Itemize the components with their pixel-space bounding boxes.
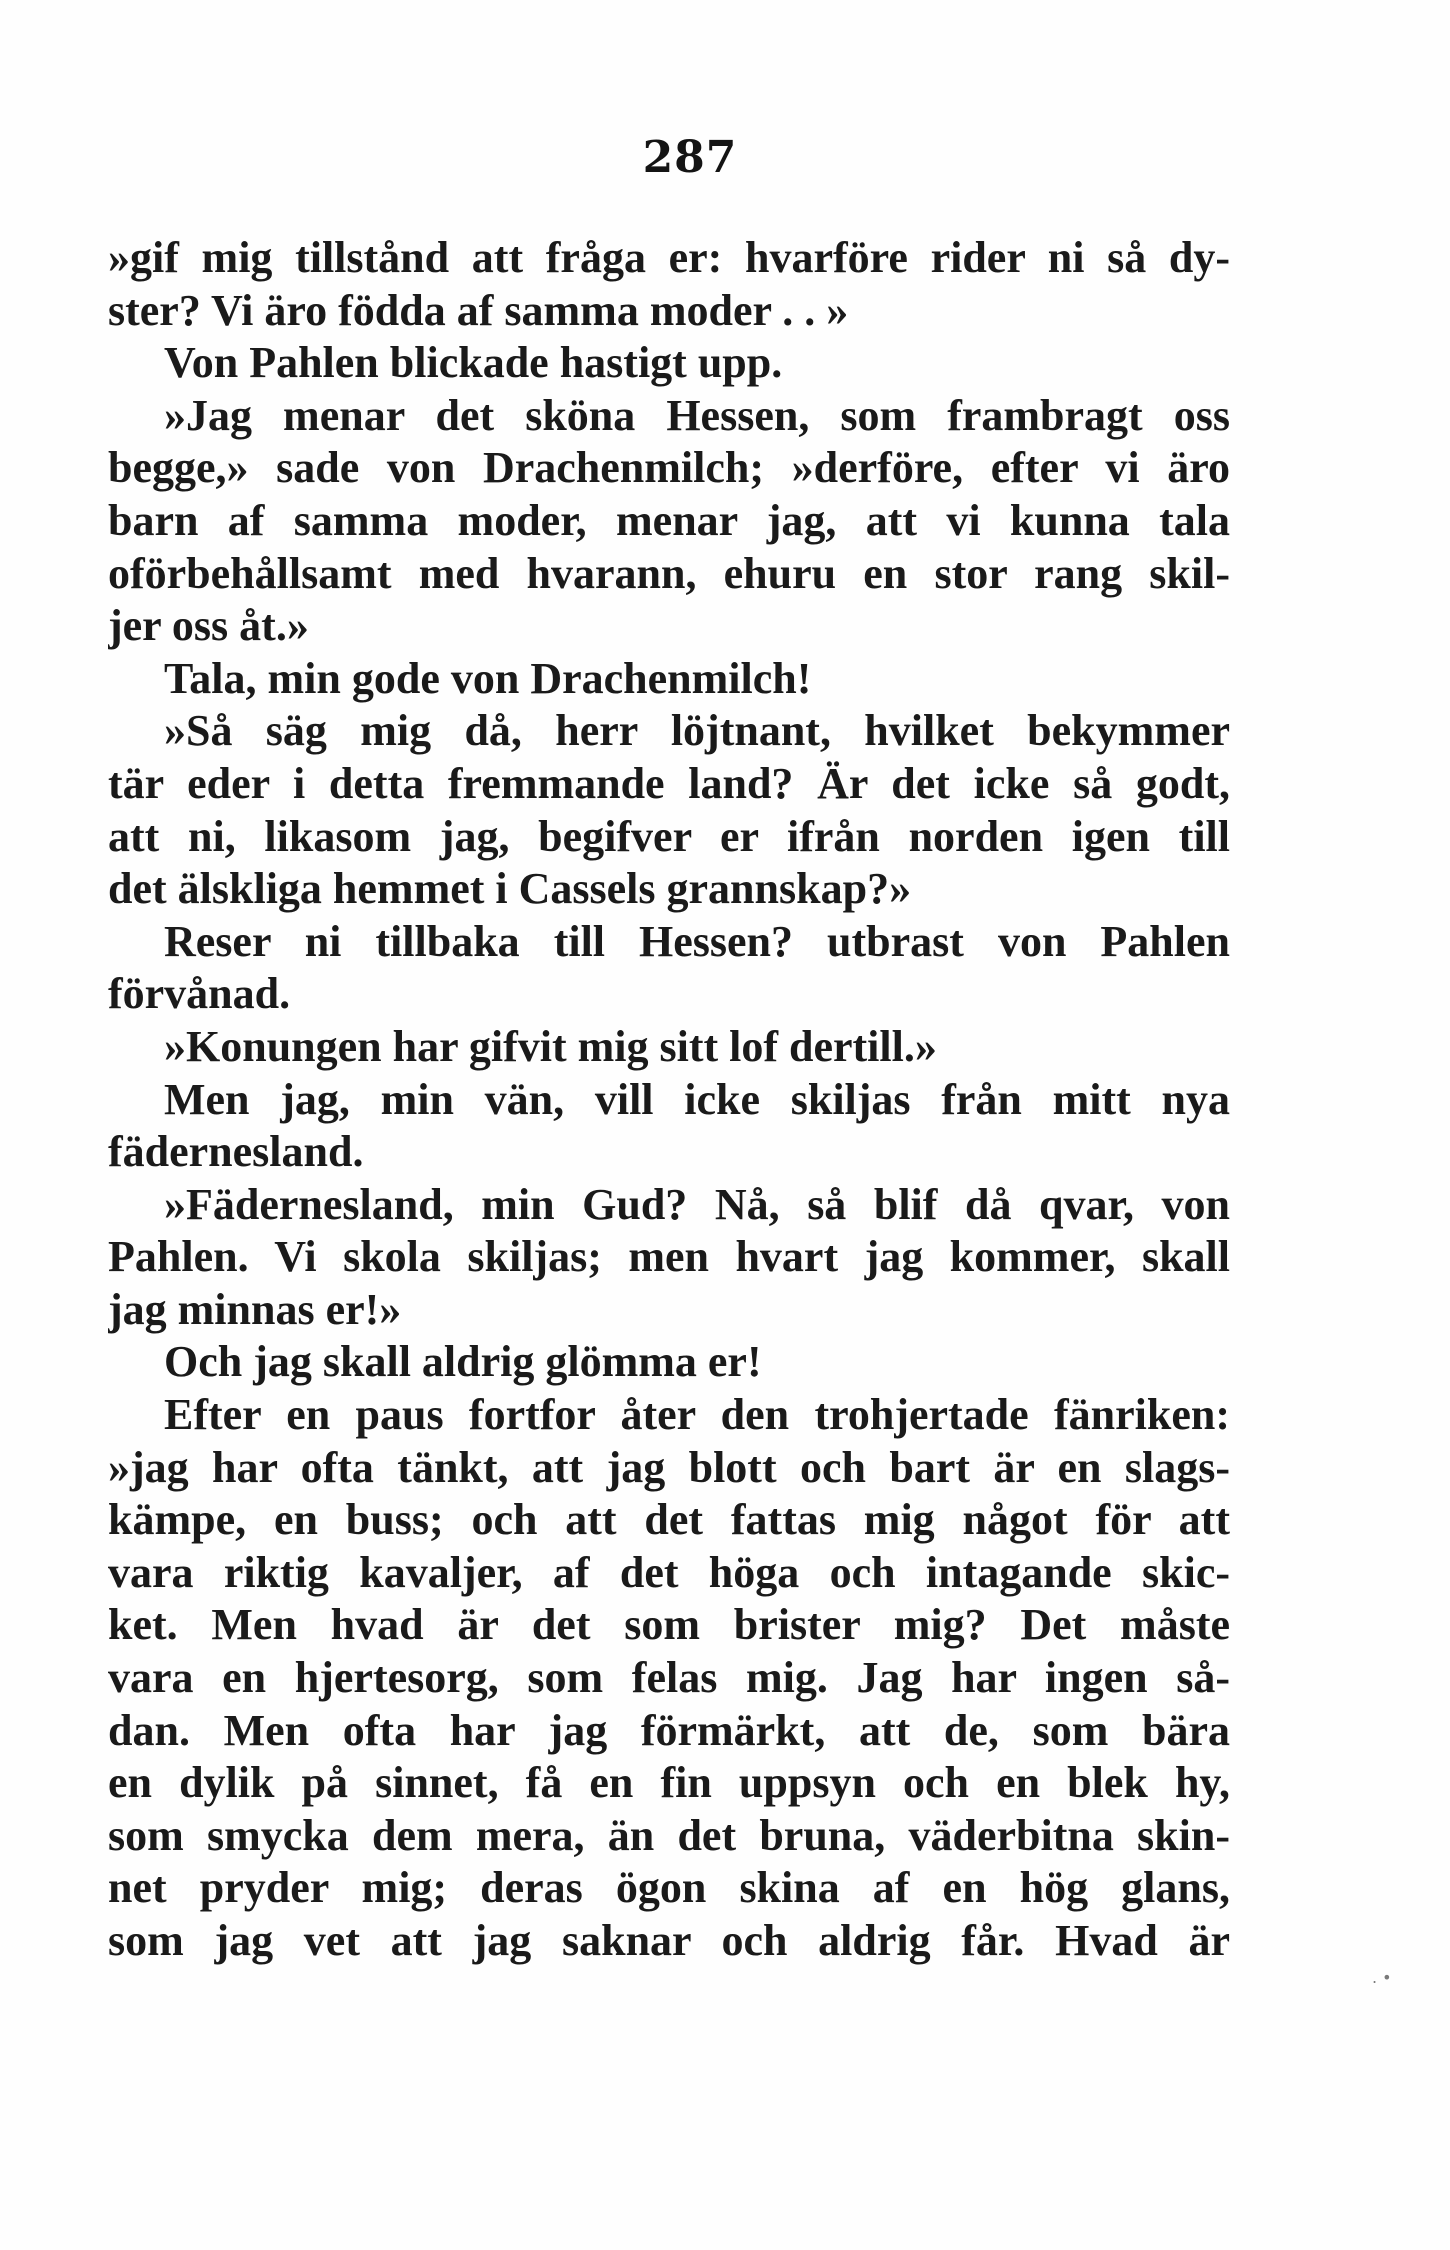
text-line: Von Pahlen blickade hastigt upp. bbox=[164, 338, 783, 388]
text-line: som jag vet att jag saknar och aldrig får. Hvad är bbox=[108, 1916, 1230, 1965]
text-line: dan. Men ofta har jag förmärkt, att de, som bära bbox=[108, 1705, 1230, 1755]
text-line: »jag har ofta tänkt, att jag blott och bart är en slags- bbox=[108, 1442, 1230, 1492]
text-line: vara riktig kavaljer, af det höga och intagande skic- bbox=[108, 1547, 1230, 1597]
text-line: en dylik på sinnet, få en fin uppsyn och en blek hy, bbox=[108, 1758, 1230, 1808]
text-line: »Jag menar det sköna Hessen, som frambragt oss bbox=[164, 390, 1230, 440]
page-number: 287 bbox=[642, 132, 738, 183]
text-line: förvånad. bbox=[108, 969, 291, 1019]
text-line: kämpe, en buss; och att det fattas mig något för att bbox=[108, 1495, 1230, 1545]
text-line: ket. Men hvad är det som brister mig? Det måste bbox=[108, 1600, 1230, 1650]
text-line: barn af samma moder, menar jag, att vi kunna tala bbox=[108, 495, 1230, 545]
text-line: »Så säg mig då, herr löjtnant, hvilket bekymmer bbox=[164, 706, 1230, 756]
text-line: jag minnas er!» bbox=[108, 1284, 402, 1334]
text-line: som smycka dem mera, än det bruna, väderbitna skin- bbox=[108, 1810, 1230, 1860]
text-line: »Fädernesland, min Gud? Nå, så blif då qvar, von bbox=[164, 1179, 1230, 1229]
text-line: Men jag, min vän, vill icke skiljas från mitt nya bbox=[164, 1074, 1230, 1124]
paper-specks: . • bbox=[1372, 1968, 1392, 1987]
text-line: fädernesland. bbox=[108, 1127, 364, 1177]
text-line: det älskliga hemmet i Cassels grannskap?» bbox=[108, 864, 912, 914]
text-line: Reser ni tillbaka till Hessen? utbrast von Pahlen bbox=[164, 916, 1230, 966]
text-line: tär eder i detta fremmande land? Är det icke så godt, bbox=[108, 758, 1230, 808]
text-line: begge,» sade von Drachenmilch; »derföre, efter vi äro bbox=[108, 443, 1230, 493]
text-line: att ni, likasom jag, begifver er ifrån norden igen till bbox=[108, 811, 1230, 861]
text-line: ster? Vi äro födda af samma moder . . » bbox=[108, 285, 849, 335]
text-line: jer oss åt.» bbox=[108, 601, 309, 651]
text-line: net pryder mig; deras ögon skina af en hög glans, bbox=[108, 1863, 1230, 1913]
body-text bbox=[108, 232, 1230, 1968]
text-line: Tala, min gode von Drachenmilch! bbox=[164, 653, 812, 703]
text-line: »Konungen har gifvit mig sitt lof dertill.» bbox=[164, 1021, 937, 1071]
text-line: »gif mig tillstånd att fråga er: hvarföre rider ni så dy- bbox=[108, 233, 1230, 282]
text-line: oförbehållsamt med hvarann, ehuru en stor rang skil- bbox=[108, 548, 1230, 598]
text-line: Pahlen. Vi skola skiljas; men hvart jag kommer, skall bbox=[108, 1232, 1230, 1282]
text-line: vara en hjertesorg, som felas mig. Jag har ingen så- bbox=[108, 1653, 1230, 1703]
text-line: Efter en paus fortfor åter den trohjertade fänriken: bbox=[164, 1390, 1230, 1440]
text-line: Och jag skall aldrig glömma er! bbox=[164, 1337, 762, 1387]
